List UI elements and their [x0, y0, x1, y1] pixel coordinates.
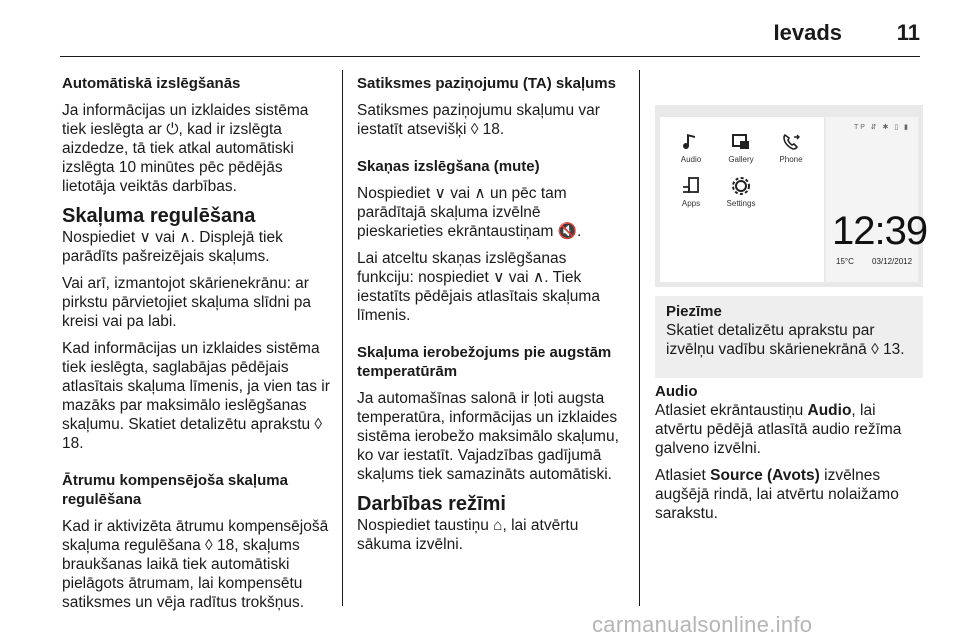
watermark: carmanualsonline.info — [592, 612, 813, 637]
paragraph: Nospiediet ∨ vai ∧ un pēc tam parādītajā skaļuma izvēlnē pieskarieties ekrāntaustiņam 🔇. — [357, 185, 582, 240]
home-menu-panel — [660, 117, 824, 282]
paragraph: Kad ir aktivizēta ātrumu kompensējošā skaļuma regulēšana ◊ 18, skaļums braukšanas laikā tiek automātiski pielāgots ātrumam, lai kompensētu satiksmes un vēja radītus trokšņus. — [62, 518, 329, 611]
music-note-icon — [680, 131, 702, 153]
app-phone — [766, 131, 816, 164]
subheading: Automātiskā izslēgšanās — [62, 75, 241, 92]
app-settings — [716, 175, 766, 208]
subheading: Skaļuma ierobežojums pie augstām temperatūrām — [357, 344, 612, 380]
header-rule — [60, 56, 920, 57]
page-number: 11 — [896, 20, 920, 45]
apps-icon — [680, 175, 702, 197]
app-label: Audio — [680, 155, 702, 164]
gallery-icon — [730, 131, 752, 153]
gear-icon — [730, 175, 752, 197]
paragraph: Atlasiet ekrāntaustiņu Audio, lai atvērtu pēdējā atlasītā audio režīma galveno izvēlni. — [655, 402, 902, 457]
app-gallery — [716, 131, 766, 164]
clock-time: 12:39 — [832, 209, 928, 253]
subheading: Satiksmes paziņojumu (TA) skaļums — [357, 75, 616, 92]
column-divider — [342, 70, 343, 606]
page-title: Ievads — [773, 20, 842, 45]
paragraph: Nospiediet taustiņu ⌂, lai atvērtu sākuma izvēlni. — [357, 517, 579, 553]
paragraph: Nospiediet ∨ vai ∧. Displejā tiek parādīts pašreizējais skaļums. — [62, 229, 283, 265]
column-1 — [62, 74, 330, 620]
app-audio — [666, 131, 716, 164]
column-3 — [655, 382, 923, 531]
date-display: 03/12/2012 — [872, 257, 913, 266]
clock-panel — [826, 117, 928, 282]
paragraph: Vai arī, izmantojot skārienekrānu: ar pirkstu pārvietojiet skaļuma slīdni pa kreisi vai pa labi. — [62, 275, 311, 330]
note-text: Skatiet detalizētu aprakstu par izvēlņu vadību skārienekrānā ◊ 13. — [666, 322, 905, 358]
subheading: Ātrumu kompensējoša skaļuma regulēšana — [62, 472, 288, 508]
note — [666, 302, 916, 359]
app-apps — [666, 175, 716, 208]
outside-temperature: 15°C — [836, 257, 854, 266]
app-label: Apps — [681, 199, 701, 208]
page-header — [0, 14, 960, 54]
section-heading: Darbības režīmi — [357, 493, 506, 515]
paragraph: Ja automašīnas salonā ir ļoti augsta temperatūra, informācijas un izklaides sistēma ierobežo maksimālo skaļumu, ko var iestatīt. Vajadzības gadījumā skaļums tiek samazināts automātiski. — [357, 390, 619, 483]
column-divider — [639, 70, 640, 606]
paragraph: Lai atceltu skaņas izslēgšanas funkciju: nospiediet ∨ vai ∧. Tiek iestatīts pēdējais atlasītais skaļuma līmenis. — [357, 250, 600, 324]
infotainment-screenshot — [655, 105, 928, 287]
column-2 — [357, 74, 627, 562]
app-label: Phone — [779, 155, 803, 164]
paragraph: Atlasiet Source (Avots) izvēlnes augšējā rindā, lai atvērtu nolaižamo sarakstu. — [655, 467, 899, 522]
status-bar: TP ⇵ ✱ ▯ ▮ — [853, 124, 910, 131]
paragraph: Kad informācijas un izklaides sistēma tiek ieslēgta, saglabājas pēdējais atlasītais skaļuma līmenis, ja vien tas ir mazāks par maksimālo ieslēgšanas skaļumu. Skatiet detalizētu aprakstu ◊ 18. — [62, 340, 330, 452]
note-title: Piezīme — [666, 303, 722, 320]
app-label: Gallery — [728, 155, 754, 164]
phone-icon — [780, 131, 802, 153]
app-label: Settings — [726, 199, 756, 208]
section-heading: Skaļuma regulēšana — [62, 205, 256, 227]
subheading: Skaņas izslēgšana (mute) — [357, 158, 540, 175]
subheading: Audio — [655, 383, 698, 400]
paragraph: Satiksmes paziņojumu skaļumu var iestatīt atsevišķi ◊ 18. — [357, 102, 600, 138]
paragraph: Ja informācijas un izklaides sistēma tiek ieslēgta ar ⏻, kad ir izslēgta aizdedze, tā tiek atkal automātiski izslēgta 10 minūtes pēc pēdējās lietotāja veiktās darbības. — [62, 102, 309, 195]
